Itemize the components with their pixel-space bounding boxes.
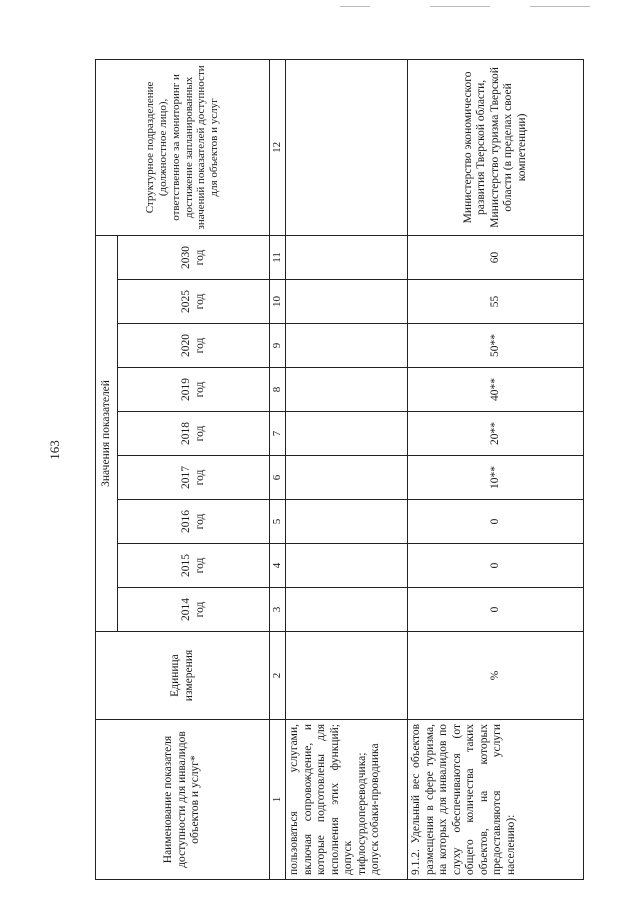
scan-mark bbox=[340, 6, 370, 7]
header-unit: Единица измерения bbox=[96, 632, 270, 720]
table-area bbox=[95, 60, 581, 880]
header-indicator-name: Наименование показателя доступности для инвалидов объектов и услуг* bbox=[96, 720, 270, 880]
column-number: 4 bbox=[270, 544, 286, 588]
column-number: 11 bbox=[270, 235, 286, 279]
column-number: 2 bbox=[270, 632, 286, 720]
value-cell bbox=[285, 368, 407, 412]
value-cell: 10** bbox=[407, 456, 583, 500]
table-row bbox=[407, 59, 583, 879]
column-number: 7 bbox=[270, 412, 286, 456]
header-year: 2018 год bbox=[118, 412, 270, 456]
header-year: 2030 год bbox=[118, 235, 270, 279]
header-year: 2017 год bbox=[118, 456, 270, 500]
value-cell bbox=[285, 324, 407, 368]
value-cell bbox=[285, 412, 407, 456]
scan-mark bbox=[530, 6, 590, 7]
column-number: 3 bbox=[270, 588, 286, 632]
value-cell: 40** bbox=[407, 368, 583, 412]
column-number-row bbox=[270, 59, 286, 879]
header-year: 2020 год bbox=[118, 324, 270, 368]
value-cell bbox=[285, 280, 407, 324]
indicator-name-cell: 9.1.2. Удельный вес объектов размещения в сфере туризма, на которых для инвалидов по слуху обеспечиваются (от общего количества таких объектов, на которых предоставляются услуги населению): bbox=[407, 720, 583, 880]
column-number: 9 bbox=[270, 324, 286, 368]
value-cell: 60 bbox=[407, 235, 583, 279]
value-cell bbox=[285, 500, 407, 544]
value-cell bbox=[285, 544, 407, 588]
indicator-name-cell: пользоваться услугами, включая сопровождение, и которые подготовлены для исполнения этих функций; допуск тифлосурдопереводчика; допуск собаки-проводника bbox=[285, 720, 407, 880]
header-responsible: Структурное подразделение (должностное лицо), ответственное за мониторинг и достижение запланированных значений показателей доступности для объектов и услуг bbox=[96, 59, 270, 235]
column-number: 1 bbox=[270, 720, 286, 880]
rotated-table-frame bbox=[95, 60, 581, 880]
unit-cell bbox=[285, 632, 407, 720]
header-values-group: Значения показателей bbox=[96, 235, 118, 631]
column-number: 8 bbox=[270, 368, 286, 412]
column-number: 5 bbox=[270, 500, 286, 544]
value-cell bbox=[285, 235, 407, 279]
value-cell: 55 bbox=[407, 280, 583, 324]
value-cell bbox=[285, 456, 407, 500]
column-number: 10 bbox=[270, 280, 286, 324]
header-year: 2016 год bbox=[118, 500, 270, 544]
header-year: 2014 год bbox=[118, 588, 270, 632]
value-cell: 0 bbox=[407, 588, 583, 632]
column-number: 12 bbox=[270, 59, 286, 235]
column-number: 6 bbox=[270, 456, 286, 500]
value-cell: 50** bbox=[407, 324, 583, 368]
page-number: 163 bbox=[47, 440, 62, 460]
value-cell: 20** bbox=[407, 412, 583, 456]
value-cell bbox=[285, 588, 407, 632]
value-cell: 0 bbox=[407, 544, 583, 588]
indicators-table bbox=[95, 59, 584, 880]
responsible-cell bbox=[285, 59, 407, 235]
responsible-cell: Министерство экономического развития Тверской области, Министерство туризма Тверской области (в пределах своей компетенции) bbox=[407, 59, 583, 235]
unit-cell: % bbox=[407, 632, 583, 720]
table-row bbox=[285, 59, 407, 879]
header-year: 2019 год bbox=[118, 368, 270, 412]
value-cell: 0 bbox=[407, 500, 583, 544]
header-year: 2025 год bbox=[118, 280, 270, 324]
header-year: 2015 год bbox=[118, 544, 270, 588]
scan-mark bbox=[430, 6, 490, 7]
